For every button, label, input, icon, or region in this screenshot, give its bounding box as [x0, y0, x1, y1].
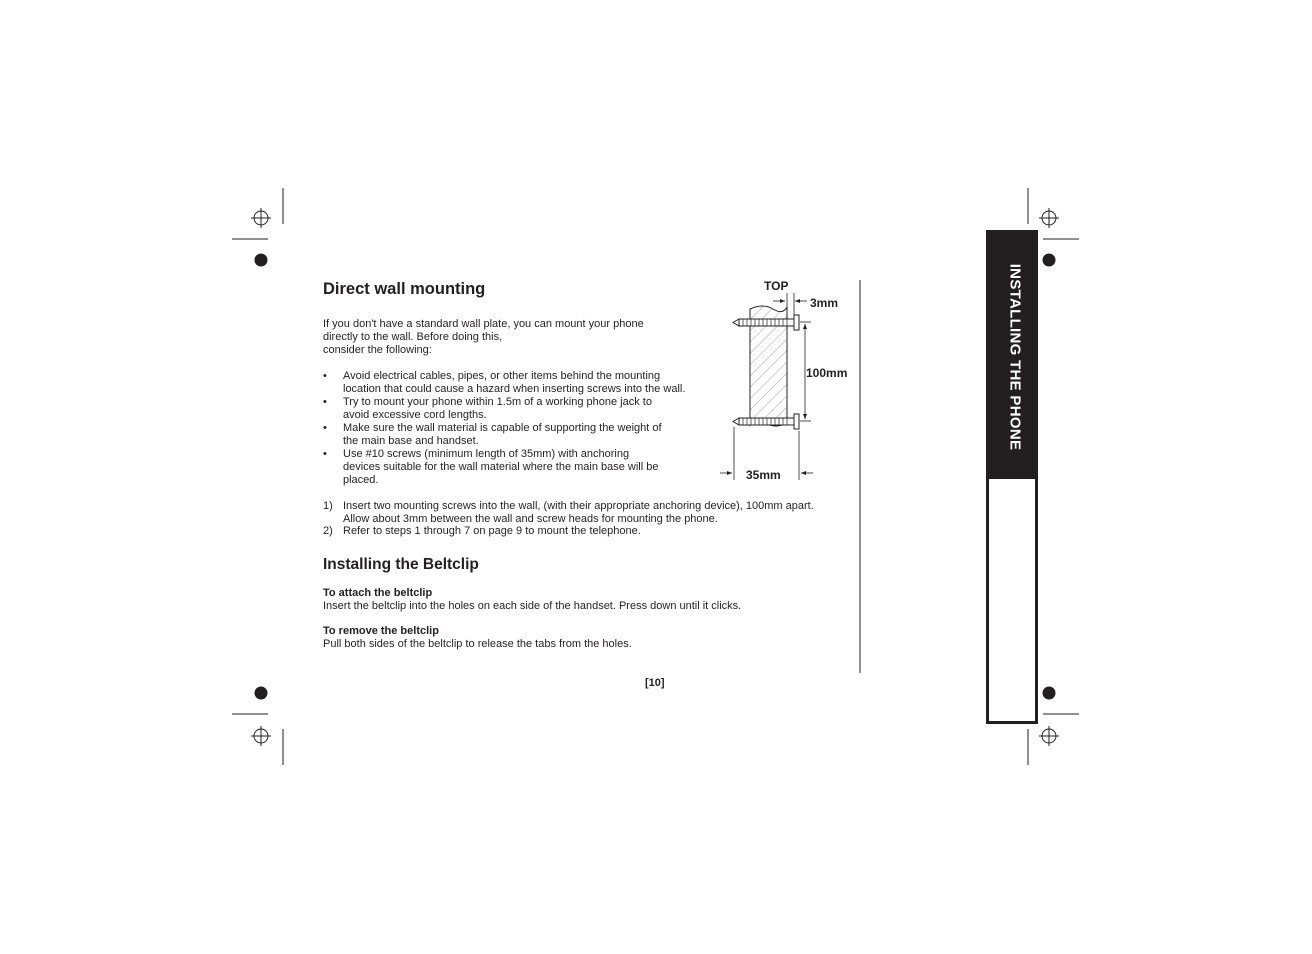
diagram-spacing-label: 100mm	[806, 366, 848, 380]
list-item-line: Try to mount your phone within 1.5m of a working phone jack to	[343, 396, 652, 408]
intro-line: If you don't have a standard wall plate, you can mount your phone	[323, 318, 644, 330]
bullet-marker: •	[323, 396, 327, 408]
list-item-line: devices suitable for the wall material where the main base will be	[343, 461, 659, 473]
attach-beltclip-text: Insert the beltclip into the holes on each side of the handset. Press down until it clicks.	[323, 600, 742, 612]
intro-line: directly to the wall. Before doing this,	[323, 331, 503, 343]
list-item-line: location that could cause a hazard when inserting screws into the wall.	[343, 383, 686, 395]
diagram-length-label: 35mm	[746, 468, 781, 482]
diagram-gap-label: 3mm	[810, 296, 839, 310]
wall-mount-diagram	[715, 275, 860, 490]
list-item-line: Make sure the wall material is capable of supporting the weight of	[343, 422, 662, 434]
diagram-top-label: TOP	[764, 279, 789, 293]
wall-mounting-intro	[323, 318, 644, 357]
remove-beltclip-title: To remove the beltclip	[323, 625, 439, 637]
step-line: Insert two mounting screws into the wall, (with their appropriate anchoring device), 100mm apart.	[343, 500, 814, 512]
list-item-line: Avoid electrical cables, pipes, or other items behind the mounting	[343, 370, 661, 382]
section-tab-header	[989, 233, 1035, 479]
intro-line: consider the following:	[323, 344, 432, 356]
step-line: Refer to steps 1 through 7 on page 9 to mount the telephone.	[343, 525, 641, 537]
section-tab-title: INSTALLING THE PHONE	[1006, 263, 1024, 451]
step-line: Allow about 3mm between the wall and screw heads for mounting the phone.	[343, 513, 718, 525]
list-item-line: avoid excessive cord lengths.	[343, 409, 487, 421]
list-item-line: Use #10 screws (minimum length of 35mm) with anchoring	[343, 448, 630, 460]
bullet-marker: •	[323, 448, 327, 460]
wall-mounting-heading: Direct wall mounting	[323, 280, 486, 298]
section-tab	[986, 230, 1038, 724]
list-item-line: placed.	[343, 474, 379, 486]
remove-beltclip-text: Pull both sides of the beltclip to release the tabs from the holes.	[323, 638, 632, 650]
list-item-line: the main base and handset.	[343, 435, 479, 447]
bullet-marker: •	[323, 370, 327, 382]
page-number: [10]	[645, 677, 665, 689]
beltclip-heading: Installing the Beltclip	[323, 556, 479, 573]
step-number: 2)	[323, 525, 333, 537]
bullet-marker: •	[323, 422, 327, 434]
attach-beltclip-title: To attach the beltclip	[323, 587, 433, 599]
step-number: 1)	[323, 500, 333, 512]
